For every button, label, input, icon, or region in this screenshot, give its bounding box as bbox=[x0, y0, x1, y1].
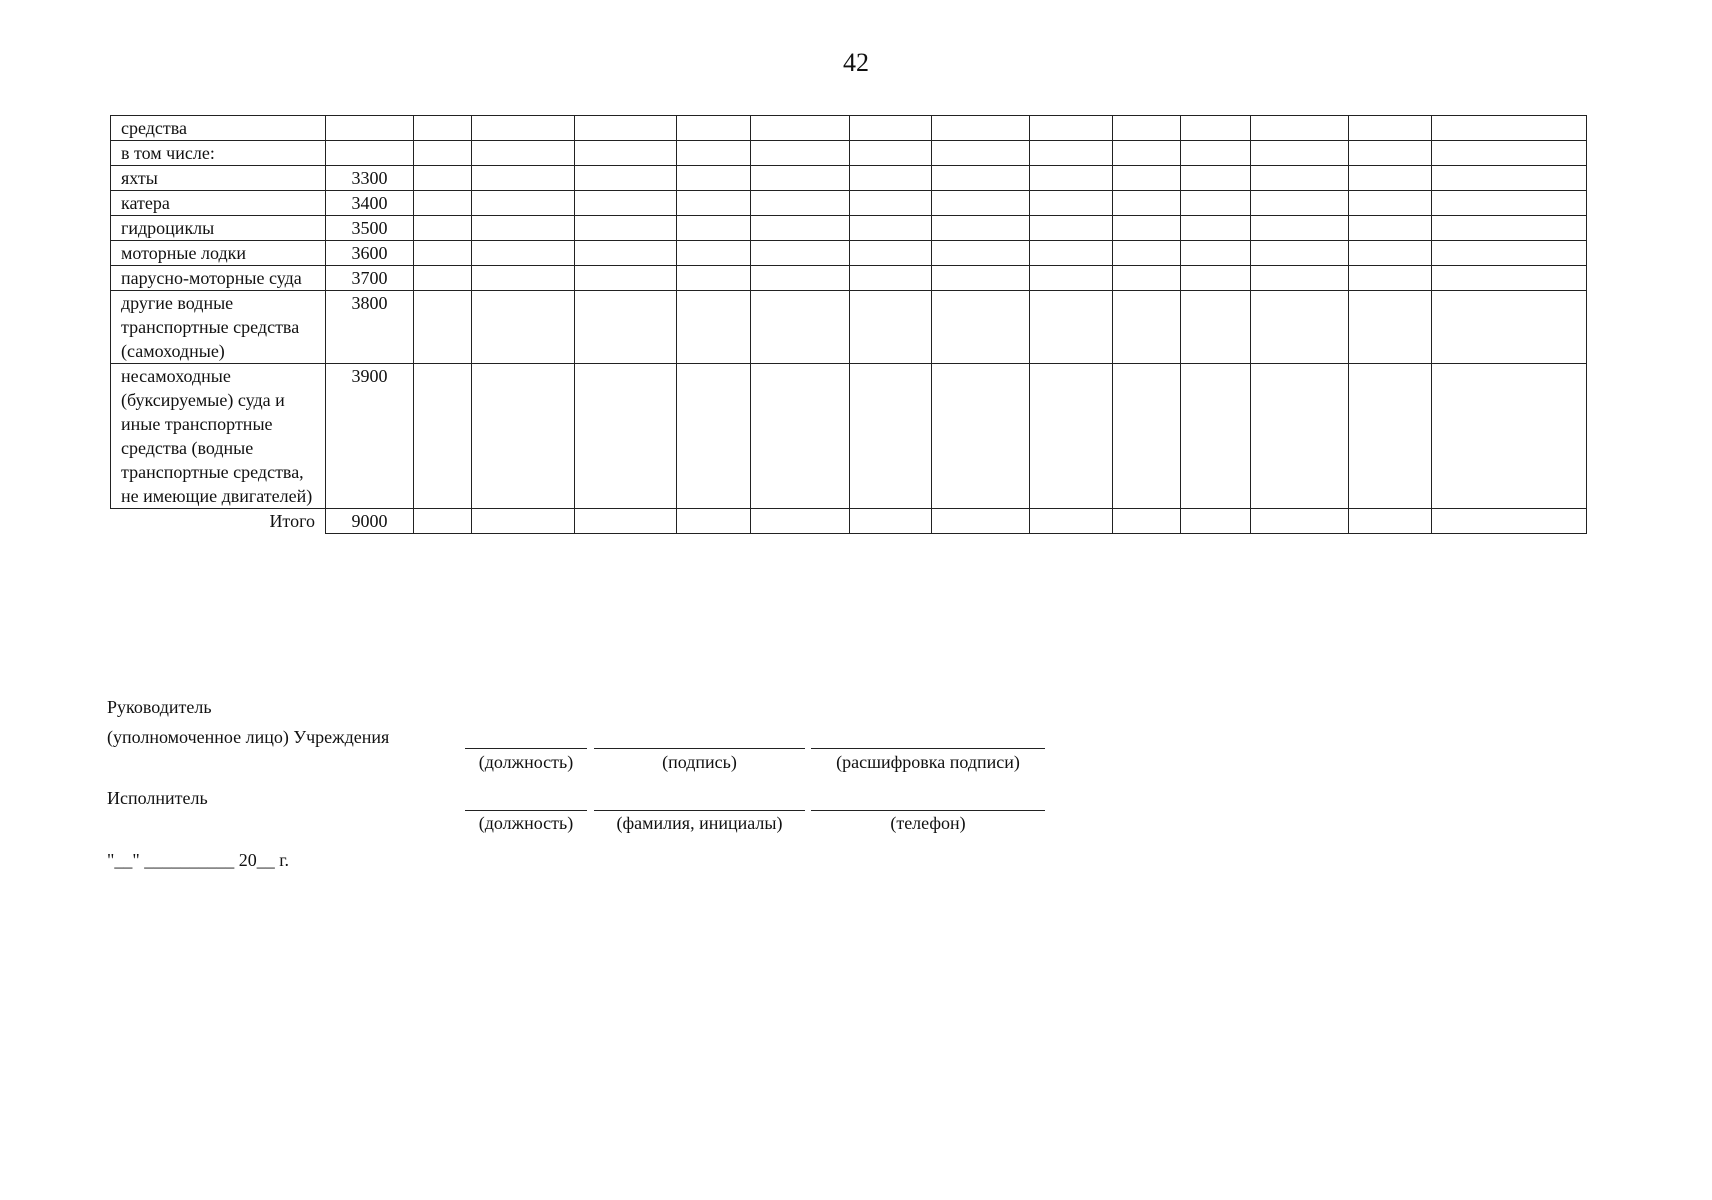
table-row bbox=[111, 266, 1587, 291]
head-label-line2: (уполномоченное лицо) Учреждения bbox=[107, 727, 390, 747]
row-code: 3500 bbox=[326, 216, 414, 241]
row-name: в том числе: bbox=[111, 141, 326, 166]
row-code: 3400 bbox=[326, 191, 414, 216]
head-caption-position: (должность) bbox=[478, 752, 574, 772]
row-name: гидроциклы bbox=[111, 216, 326, 241]
executor-phone-line bbox=[811, 810, 1045, 811]
table-body bbox=[111, 116, 1587, 534]
head-position-line bbox=[465, 748, 587, 749]
table-row bbox=[111, 364, 1587, 509]
head-caption-signature: (подпись) bbox=[662, 752, 737, 772]
table-row bbox=[111, 216, 1587, 241]
table-total-row bbox=[111, 509, 1587, 534]
row-name: моторные лодки bbox=[111, 241, 326, 266]
page-number: 42 bbox=[843, 48, 869, 77]
executor-position-line bbox=[465, 810, 587, 811]
row-code: 3300 bbox=[326, 166, 414, 191]
head-decoding-line bbox=[811, 748, 1045, 749]
row-code bbox=[326, 141, 414, 166]
vessels-report-table bbox=[110, 115, 1587, 534]
row-name: несамоходные (буксируемые) суда и иные транспортные средства (водные транспортные средства, не имеющие двигателей) bbox=[111, 364, 326, 509]
head-signature-line bbox=[594, 748, 805, 749]
executor-label: Исполнитель bbox=[107, 788, 208, 808]
row-name: другие водные транспортные средства (самоходные) bbox=[111, 291, 326, 364]
executor-caption-position: (должность) bbox=[478, 813, 574, 833]
head-caption-decoding: (расшифровка подписи) bbox=[836, 752, 1020, 772]
head-label-line1: Руководитель bbox=[107, 697, 212, 717]
row-code: 3900 bbox=[326, 364, 414, 509]
executor-name-line bbox=[594, 810, 805, 811]
row-code: 3600 bbox=[326, 241, 414, 266]
row-code bbox=[326, 116, 414, 141]
row-name: парусно-моторные суда bbox=[111, 266, 326, 291]
row-name: средства bbox=[111, 116, 326, 141]
total-code: 9000 bbox=[326, 509, 414, 534]
row-code: 3800 bbox=[326, 291, 414, 364]
row-code: 3700 bbox=[326, 266, 414, 291]
table-row bbox=[111, 116, 1587, 141]
table-row bbox=[111, 141, 1587, 166]
total-label: Итого bbox=[111, 509, 326, 534]
executor-caption-phone: (телефон) bbox=[890, 813, 966, 833]
table-row bbox=[111, 241, 1587, 266]
table-row bbox=[111, 291, 1587, 364]
date-line: "__" __________ 20__ г. bbox=[107, 850, 290, 870]
row-name: яхты bbox=[111, 166, 326, 191]
executor-caption-name: (фамилия, инициалы) bbox=[616, 813, 783, 833]
table-row bbox=[111, 191, 1587, 216]
table-row bbox=[111, 166, 1587, 191]
row-name: катера bbox=[111, 191, 326, 216]
